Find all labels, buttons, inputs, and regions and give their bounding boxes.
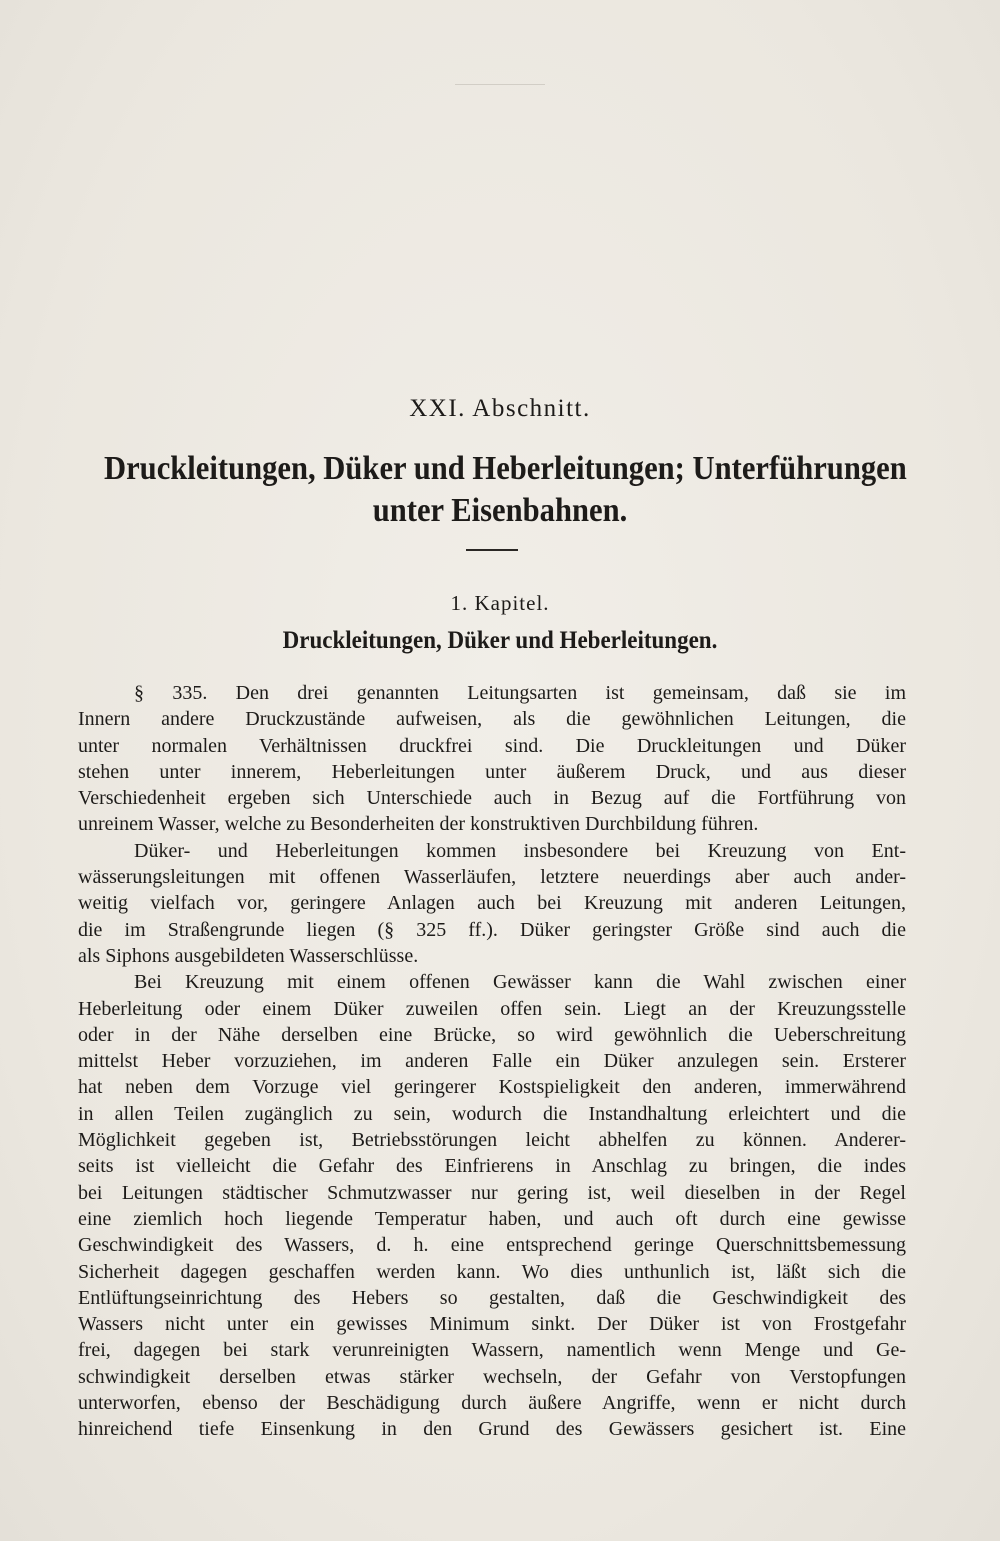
text-line: mittelst Heber vorzuziehen, im anderen Falle ein Düker anzulegen sein. Ersterer (78, 1050, 906, 1073)
section-title (104, 448, 907, 532)
text-line: Bei Kreuzung mit einem offenen Gewässer kann die Wahl zwischen einer (134, 971, 906, 994)
text-line: eine ziemlich hoch liegende Temperatur haben, und auch oft durch eine gewisse (78, 1207, 906, 1230)
text-line: Innern andere Druckzustände aufweisen, als die gewöhnlichen Leitungen, die (78, 708, 906, 731)
text-line: unter normalen Verhältnissen druckfrei sind. Die Druckleitungen und Düker (78, 734, 906, 757)
body-text (78, 680, 906, 1443)
chapter-title: Druckleitungen, Düker und Heberleitungen. (282, 627, 718, 654)
chapter-number: 1. Kapitel. (450, 591, 550, 615)
text-line: Düker- und Heberleitungen kommen insbesondere bei Kreuzung von Ent- (134, 839, 906, 862)
section-title-line: Druckleitungen, Düker und Heberleitungen; Unterführungen (104, 450, 907, 487)
text-line: unreinem Wasser, welche zu Besonderheiten der konstruktiven Durchbildung führen. (78, 813, 759, 836)
text-line: seits ist vielleicht die Gefahr des Einfrierens in Anschlag zu bringen, die indes (78, 1155, 906, 1178)
text-line: weitig vielfach vor, geringere Anlagen auch bei Kreuzung mit anderen Leitungen, (78, 892, 906, 915)
bleed-through-rule (455, 84, 545, 85)
text-line: die im Straßengrunde liegen (§ 325 ff.). Düker geringster Größe sind auch die (78, 918, 906, 941)
text-line: unterworfen, ebenso der Beschädigung durch äußere Angriffe, wenn er nicht durch (78, 1392, 906, 1415)
text-line: Geschwindigkeit des Wassers, d. h. eine entsprechend geringe Querschnittsbemessung (78, 1234, 906, 1257)
text-line: Möglichkeit gegeben ist, Betriebsstörungen leicht abhelfen zu können. Anderer- (78, 1129, 906, 1152)
text-line: § 335. Den drei genannten Leitungsarten ist gemeinsam, daß sie im (134, 682, 906, 704)
text-line: Sicherheit dagegen geschaffen werden kann. Wo dies unthunlich ist, läßt sich die (78, 1260, 906, 1283)
text-line: bei Leitungen städtischer Schmutzwasser nur gering ist, weil dieselben in der Regel (78, 1181, 906, 1204)
text-line: frei, dagegen bei stark verunreinigten Wassern, namentlich wenn Menge und Ge- (78, 1339, 906, 1362)
text-line: Heberleitung oder einem Düker zuweilen offen sein. Liegt an der Kreuzungsstelle (78, 997, 906, 1020)
text-line: Entlüftungseinrichtung des Hebers so gestalten, daß die Geschwindigkeit des (78, 1286, 906, 1309)
text-line: oder in der Nähe derselben eine Brücke, so wird gewöhnlich die Ueberschreitung (78, 1023, 906, 1046)
title-divider (466, 549, 518, 551)
text-line: wässerungsleitungen mit offenen Wasserläufen, letztere neuerdings aber auch ander- (78, 866, 906, 889)
section-heading: XXI. Abschnitt. (409, 395, 591, 422)
text-line: Wassers nicht unter ein gewisses Minimum sinkt. Der Düker ist von Frostgefahr (78, 1313, 906, 1336)
section-title-line: unter Eisenbahnen. (372, 492, 628, 529)
text-line: Verschiedenheit ergeben sich Unterschiede auch in Bezug auf die Fortführung von (78, 787, 906, 810)
text-line: hinreichend tiefe Einsenkung in den Grund des Gewässers gesichert ist. Eine (78, 1418, 906, 1441)
text-line: als Siphons ausgebildeten Wasserschlüsse. (78, 944, 419, 967)
text-line: in allen Teilen zugänglich zu sein, wodurch die Instandhaltung erleichtert und die (78, 1102, 906, 1125)
text-line: stehen unter innerem, Heberleitungen unter äußerem Druck, und aus dieser (78, 760, 906, 783)
text-line: hat neben dem Vorzuge viel geringerer Kostspieligkeit den anderen, immerwährend (78, 1076, 906, 1099)
text-line: schwindigkeit derselben etwas stärker wechseln, der Gefahr von Verstopfungen (78, 1365, 906, 1388)
